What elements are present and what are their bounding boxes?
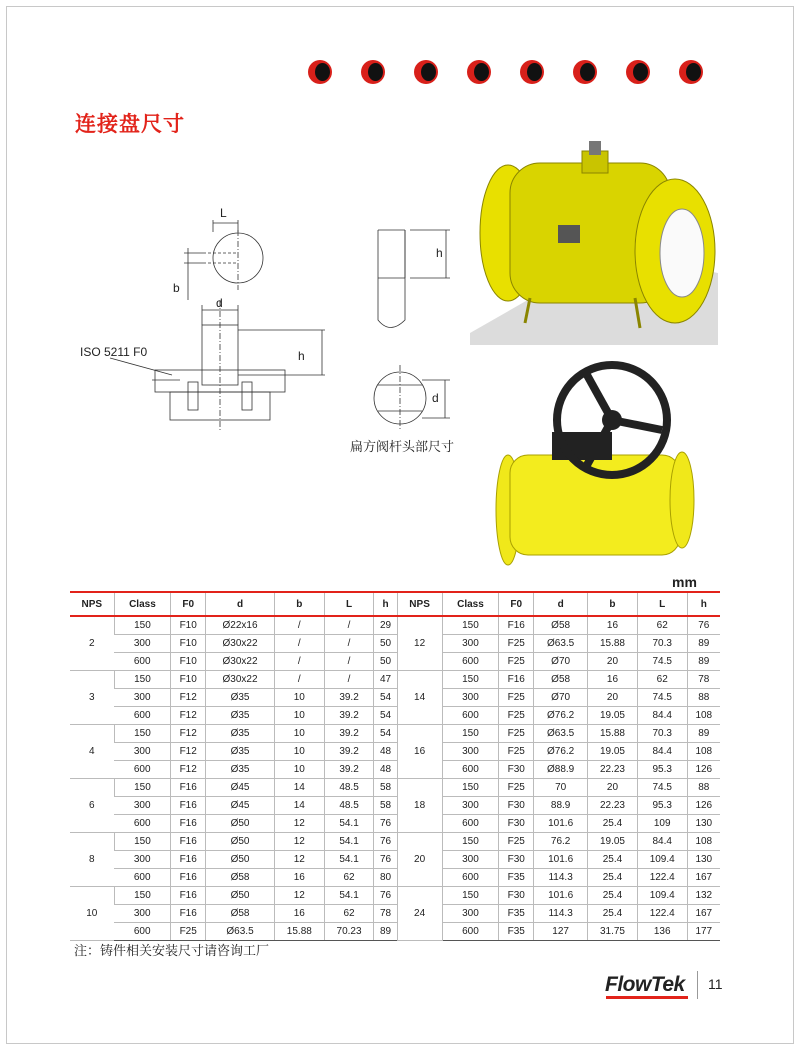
table-cell: 74.5 xyxy=(637,653,687,671)
table-cell: F25 xyxy=(499,833,534,851)
dim-label: d xyxy=(216,296,223,310)
table-cell: 101.6 xyxy=(534,887,588,905)
table-cell: 95.3 xyxy=(637,761,687,779)
table-cell: 48.5 xyxy=(324,797,374,815)
table-row xyxy=(70,905,720,923)
table-cell: 50 xyxy=(374,653,397,671)
table-cell: Ø22x16 xyxy=(206,616,275,635)
nps-cell: 2 xyxy=(70,616,114,671)
table-cell: 76 xyxy=(374,833,397,851)
table-row xyxy=(70,851,720,869)
table-cell: 16 xyxy=(588,671,638,689)
nps-cell: 12 xyxy=(397,616,442,671)
page-number: 11 xyxy=(708,976,723,992)
table-cell: 54 xyxy=(374,689,397,707)
col-header: d xyxy=(534,592,588,616)
table-cell: 10 xyxy=(274,707,324,725)
table-cell: F35 xyxy=(499,905,534,923)
table-cell: Ø45 xyxy=(206,797,275,815)
table-cell: Ø30x22 xyxy=(206,635,275,653)
table-cell: 150 xyxy=(442,671,499,689)
table-cell: 12 xyxy=(274,833,324,851)
table-cell: 109.4 xyxy=(637,851,687,869)
table-cell: F25 xyxy=(499,743,534,761)
table-cell: 54.1 xyxy=(324,815,374,833)
dimension-table xyxy=(70,591,720,941)
table-cell: 25.4 xyxy=(588,815,638,833)
table-cell: 300 xyxy=(114,851,171,869)
table-cell: F12 xyxy=(171,743,206,761)
table-cell: 126 xyxy=(687,761,720,779)
table-cell: 10 xyxy=(274,743,324,761)
table-cell: 54.1 xyxy=(324,887,374,905)
table-row xyxy=(70,869,720,887)
dot-icon xyxy=(520,60,544,84)
table-cell: Ø70 xyxy=(534,653,588,671)
table-cell: F25 xyxy=(499,779,534,797)
table-row xyxy=(70,743,720,761)
table-cell: F12 xyxy=(171,689,206,707)
table-cell: 600 xyxy=(114,761,171,779)
table-cell: 600 xyxy=(114,923,171,941)
table-cell: Ø76.2 xyxy=(534,743,588,761)
table-cell: F25 xyxy=(171,923,206,941)
unit-label: mm xyxy=(672,574,697,590)
table-cell: 300 xyxy=(442,851,499,869)
table-cell: 108 xyxy=(687,833,720,851)
table-row xyxy=(70,923,720,941)
table-cell: 29 xyxy=(374,616,397,635)
table-cell: 39.2 xyxy=(324,761,374,779)
table-cell: F16 xyxy=(499,616,534,635)
table-cell: F12 xyxy=(171,725,206,743)
table-cell: Ø88.9 xyxy=(534,761,588,779)
table-cell: 130 xyxy=(687,815,720,833)
table-cell: / xyxy=(324,671,374,689)
table-cell: 25.4 xyxy=(588,851,638,869)
table-cell: F12 xyxy=(171,761,206,779)
table-cell: 132 xyxy=(687,887,720,905)
table-cell: 600 xyxy=(442,923,499,941)
nps-cell: 4 xyxy=(70,725,114,779)
table-cell: F10 xyxy=(171,616,206,635)
table-cell: 89 xyxy=(687,635,720,653)
valve-photo-3d xyxy=(470,133,718,345)
table-cell: 167 xyxy=(687,869,720,887)
table-cell: 54 xyxy=(374,707,397,725)
table-cell: 58 xyxy=(374,779,397,797)
table-cell: 39.2 xyxy=(324,743,374,761)
table-cell: F25 xyxy=(499,725,534,743)
table-cell: 600 xyxy=(442,761,499,779)
table-cell: 101.6 xyxy=(534,851,588,869)
table-cell: 109 xyxy=(637,815,687,833)
nps-cell: 3 xyxy=(70,671,114,725)
table-cell: 109.4 xyxy=(637,887,687,905)
table-cell: 130 xyxy=(687,851,720,869)
col-header: d xyxy=(206,592,275,616)
table-cell: F35 xyxy=(499,923,534,941)
col-header: Class xyxy=(442,592,499,616)
col-header: h xyxy=(374,592,397,616)
valve-photo-gear xyxy=(492,360,698,575)
table-cell: 127 xyxy=(534,923,588,941)
table-cell: 70.3 xyxy=(637,725,687,743)
table-cell: / xyxy=(324,616,374,635)
table-cell: F10 xyxy=(171,671,206,689)
table-cell: 600 xyxy=(114,707,171,725)
table-cell: 48 xyxy=(374,761,397,779)
table-cell: 16 xyxy=(588,616,638,635)
nps-cell: 16 xyxy=(397,725,442,779)
table-cell: 84.4 xyxy=(637,833,687,851)
table-cell: F16 xyxy=(499,671,534,689)
table-cell: 101.6 xyxy=(534,815,588,833)
table-cell: 88 xyxy=(687,689,720,707)
table-cell: 76 xyxy=(374,887,397,905)
table-cell: 76.2 xyxy=(534,833,588,851)
table-cell: 600 xyxy=(442,707,499,725)
table-cell: Ø58 xyxy=(534,616,588,635)
table-cell: 15.88 xyxy=(588,725,638,743)
table-cell: / xyxy=(324,635,374,653)
table-row xyxy=(70,707,720,725)
table-cell: 95.3 xyxy=(637,797,687,815)
table-cell: 58 xyxy=(374,797,397,815)
table-row xyxy=(70,815,720,833)
table-cell: 47 xyxy=(374,671,397,689)
table-cell: 78 xyxy=(374,905,397,923)
table-cell: Ø63.5 xyxy=(534,635,588,653)
table-cell: 84.4 xyxy=(637,707,687,725)
table-cell: 300 xyxy=(442,743,499,761)
table-cell: 14 xyxy=(274,779,324,797)
table-cell: 10 xyxy=(274,725,324,743)
table-row xyxy=(70,616,720,635)
table-cell: 136 xyxy=(637,923,687,941)
table-cell: 600 xyxy=(114,815,171,833)
table-cell: 150 xyxy=(442,779,499,797)
logo-underline xyxy=(606,996,688,999)
table-cell: 70.23 xyxy=(324,923,374,941)
table-cell: 300 xyxy=(442,689,499,707)
table-cell: 150 xyxy=(442,616,499,635)
table-cell: F16 xyxy=(171,887,206,905)
table-row xyxy=(70,689,720,707)
table-cell: F35 xyxy=(499,869,534,887)
table-cell: F25 xyxy=(499,689,534,707)
table-cell: 89 xyxy=(687,725,720,743)
table-cell: 167 xyxy=(687,905,720,923)
table-cell: 150 xyxy=(114,725,171,743)
col-header: L xyxy=(637,592,687,616)
table-cell: 88.9 xyxy=(534,797,588,815)
table-cell: F25 xyxy=(499,653,534,671)
decorative-dots xyxy=(308,60,703,84)
table-cell: F10 xyxy=(171,653,206,671)
table-cell: 600 xyxy=(442,815,499,833)
nps-cell: 10 xyxy=(70,887,114,941)
table-cell: F16 xyxy=(171,797,206,815)
table-cell: 20 xyxy=(588,689,638,707)
table-body xyxy=(70,616,720,941)
nps-cell: 8 xyxy=(70,833,114,887)
table-cell: Ø63.5 xyxy=(206,923,275,941)
table-cell: 70.3 xyxy=(637,635,687,653)
table-cell: 25.4 xyxy=(588,869,638,887)
table-cell: Ø50 xyxy=(206,887,275,905)
table-cell: 20 xyxy=(588,779,638,797)
footer-divider xyxy=(697,971,698,999)
col-header: F0 xyxy=(171,592,206,616)
table-cell: 14 xyxy=(274,797,324,815)
col-header: Class xyxy=(114,592,171,616)
col-header: F0 xyxy=(499,592,534,616)
table-cell: 76 xyxy=(374,815,397,833)
table-cell: F16 xyxy=(171,851,206,869)
table-cell: 84.4 xyxy=(637,743,687,761)
table-cell: F30 xyxy=(499,797,534,815)
table-row xyxy=(70,779,720,797)
col-header: h xyxy=(687,592,720,616)
col-header: b xyxy=(588,592,638,616)
table-cell: 70 xyxy=(534,779,588,797)
table-cell: / xyxy=(274,616,324,635)
table-cell: 122.4 xyxy=(637,869,687,887)
dot-icon xyxy=(414,60,438,84)
table-row xyxy=(70,653,720,671)
table-cell: F25 xyxy=(499,635,534,653)
table-cell: / xyxy=(274,671,324,689)
table-cell: 25.4 xyxy=(588,905,638,923)
dot-icon xyxy=(467,60,491,84)
table-cell: F16 xyxy=(171,869,206,887)
table-header-row xyxy=(70,592,720,616)
table-cell: 19.05 xyxy=(588,833,638,851)
table-cell: 300 xyxy=(114,689,171,707)
dot-icon xyxy=(308,60,332,84)
table-cell: / xyxy=(274,635,324,653)
table-row xyxy=(70,671,720,689)
table-cell: 54.1 xyxy=(324,833,374,851)
table-cell: 10 xyxy=(274,689,324,707)
table-cell: 89 xyxy=(687,653,720,671)
dim-label: L xyxy=(220,206,227,220)
table-cell: 150 xyxy=(442,887,499,905)
table-row xyxy=(70,635,720,653)
table-cell: 150 xyxy=(114,616,171,635)
table-cell: 54.1 xyxy=(324,851,374,869)
table-cell: 76 xyxy=(374,851,397,869)
page-title: 连接盘尺寸 xyxy=(75,113,185,136)
table-cell: 22.23 xyxy=(588,761,638,779)
table-cell: F30 xyxy=(499,887,534,905)
table-cell: F10 xyxy=(171,635,206,653)
table-cell: 39.2 xyxy=(324,725,374,743)
table-cell: 48.5 xyxy=(324,779,374,797)
table-cell: 39.2 xyxy=(324,689,374,707)
table-cell: 19.05 xyxy=(588,707,638,725)
table-cell: 600 xyxy=(442,653,499,671)
table-cell: 150 xyxy=(114,671,171,689)
dot-icon xyxy=(361,60,385,84)
table-cell: 20 xyxy=(588,653,638,671)
table-cell: 62 xyxy=(324,869,374,887)
table-cell: Ø30x22 xyxy=(206,671,275,689)
table-cell: 300 xyxy=(442,905,499,923)
col-header: b xyxy=(274,592,324,616)
table-cell: 300 xyxy=(114,743,171,761)
table-cell: 39.2 xyxy=(324,707,374,725)
table-cell: 12 xyxy=(274,851,324,869)
table-row xyxy=(70,797,720,815)
nps-cell: 20 xyxy=(397,833,442,887)
table-cell: 89 xyxy=(374,923,397,941)
table-cell: 108 xyxy=(687,707,720,725)
table-cell: 50 xyxy=(374,635,397,653)
table-cell: / xyxy=(324,653,374,671)
table-cell: F16 xyxy=(171,905,206,923)
table-row xyxy=(70,725,720,743)
table-cell: 78 xyxy=(687,671,720,689)
table-cell: 16 xyxy=(274,869,324,887)
table-cell: F16 xyxy=(171,779,206,797)
table-cell: 300 xyxy=(442,635,499,653)
table-cell: 74.5 xyxy=(637,689,687,707)
table-cell: 108 xyxy=(687,743,720,761)
table-cell: 150 xyxy=(114,779,171,797)
stem-caption: 扁方阀杆头部尺寸 xyxy=(350,439,455,454)
table-cell: Ø35 xyxy=(206,725,275,743)
table-row xyxy=(70,761,720,779)
table-cell: 114.3 xyxy=(534,905,588,923)
dot-icon xyxy=(573,60,597,84)
table-cell: 80 xyxy=(374,869,397,887)
table-cell: Ø35 xyxy=(206,761,275,779)
table-cell: F25 xyxy=(499,707,534,725)
table-cell: 22.23 xyxy=(588,797,638,815)
nps-cell: 24 xyxy=(397,887,442,941)
table-cell: 62 xyxy=(637,671,687,689)
table-cell: 15.88 xyxy=(588,635,638,653)
table-cell: 150 xyxy=(442,833,499,851)
table-cell: 600 xyxy=(442,869,499,887)
table-cell: Ø35 xyxy=(206,689,275,707)
dim-label: h xyxy=(436,246,443,260)
table-cell: Ø70 xyxy=(534,689,588,707)
table-cell: 150 xyxy=(442,725,499,743)
table-cell: F16 xyxy=(171,833,206,851)
table-cell: 74.5 xyxy=(637,779,687,797)
table-cell: 88 xyxy=(687,779,720,797)
table-cell: Ø76.2 xyxy=(534,707,588,725)
nps-cell: 6 xyxy=(70,779,114,833)
table-cell: 12 xyxy=(274,887,324,905)
table-cell: 76 xyxy=(687,616,720,635)
table-cell: / xyxy=(274,653,324,671)
table-cell: 54 xyxy=(374,725,397,743)
table-cell: 600 xyxy=(114,653,171,671)
dim-label: d xyxy=(432,391,439,405)
table-cell: 150 xyxy=(114,833,171,851)
table-cell: 114.3 xyxy=(534,869,588,887)
table-row xyxy=(70,833,720,851)
table-cell: Ø50 xyxy=(206,851,275,869)
table-cell: Ø50 xyxy=(206,815,275,833)
table-cell: F30 xyxy=(499,761,534,779)
table-cell: 10 xyxy=(274,761,324,779)
table-cell: Ø50 xyxy=(206,833,275,851)
table-cell: 25.4 xyxy=(588,887,638,905)
table-cell: 19.05 xyxy=(588,743,638,761)
table-cell: F30 xyxy=(499,851,534,869)
dot-icon xyxy=(679,60,703,84)
table-cell: 600 xyxy=(114,869,171,887)
table-cell: 300 xyxy=(442,797,499,815)
col-header: NPS xyxy=(70,592,114,616)
iso-label: ISO 5211 F0 xyxy=(80,345,148,359)
table-cell: F30 xyxy=(499,815,534,833)
table-cell: 31.75 xyxy=(588,923,638,941)
nps-cell: 14 xyxy=(397,671,442,725)
table-cell: Ø35 xyxy=(206,707,275,725)
table-cell: F16 xyxy=(171,815,206,833)
dim-label: h xyxy=(298,349,305,363)
table-cell: 126 xyxy=(687,797,720,815)
table-row xyxy=(70,887,720,905)
dot-icon xyxy=(626,60,650,84)
table-cell: 62 xyxy=(637,616,687,635)
table-cell: Ø45 xyxy=(206,779,275,797)
table-cell: F12 xyxy=(171,707,206,725)
footnote: 注：铸件相关安装尺寸请咨询工厂 xyxy=(74,943,270,958)
table-cell: Ø35 xyxy=(206,743,275,761)
table-cell: 300 xyxy=(114,797,171,815)
table-cell: 15.88 xyxy=(274,923,324,941)
col-header: NPS xyxy=(397,592,442,616)
col-header: L xyxy=(324,592,374,616)
table-cell: 16 xyxy=(274,905,324,923)
table-cell: 150 xyxy=(114,887,171,905)
table-cell: Ø30x22 xyxy=(206,653,275,671)
table-cell: 48 xyxy=(374,743,397,761)
table-cell: 122.4 xyxy=(637,905,687,923)
table-cell: Ø58 xyxy=(206,869,275,887)
table-cell: 300 xyxy=(114,905,171,923)
table-cell: 12 xyxy=(274,815,324,833)
table-cell: Ø58 xyxy=(534,671,588,689)
brand-logo: FlowTek xyxy=(605,973,685,996)
table-cell: 62 xyxy=(324,905,374,923)
connection-drawing xyxy=(60,190,480,470)
nps-cell: 18 xyxy=(397,779,442,833)
table-cell: Ø63.5 xyxy=(534,725,588,743)
table-cell: 300 xyxy=(114,635,171,653)
dim-label: b xyxy=(173,281,180,295)
table-cell: Ø58 xyxy=(206,905,275,923)
table-cell: 177 xyxy=(687,923,720,941)
